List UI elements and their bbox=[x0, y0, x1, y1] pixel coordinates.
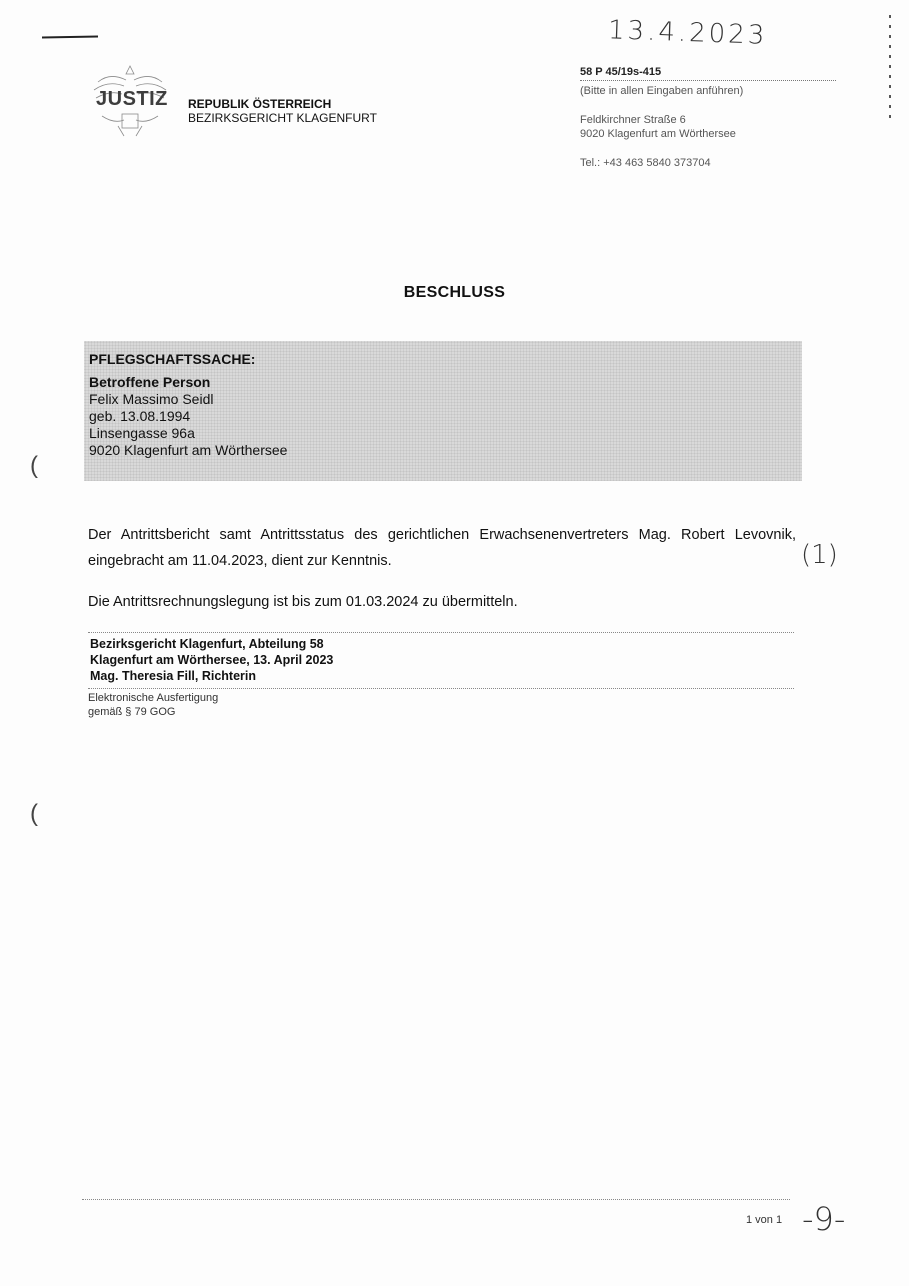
signature-line1: Bezirksgericht Klagenfurt, Abteilung 58 bbox=[90, 637, 324, 651]
handwritten-dash bbox=[42, 36, 98, 39]
decision-paragraph: Der Antrittsbericht samt Antrittsstatus des gerichtlichen Erwachsenenvertreters Mag. Robert Levovnik, eingebracht am 11.04.2023, dient zur Kenntnis. bbox=[88, 527, 796, 569]
subject-content bbox=[89, 351, 287, 459]
signature-rule-top bbox=[88, 632, 794, 633]
address-line1: Feldkirchner Straße 6 bbox=[580, 114, 686, 126]
justiz-logo bbox=[88, 62, 172, 140]
signature-rule-bottom bbox=[88, 688, 794, 689]
person-label: Betroffene Person bbox=[89, 374, 211, 390]
case-number-hint: (Bitte in allen Eingaben anführen) bbox=[580, 85, 744, 97]
margin-mark: ( bbox=[30, 452, 38, 479]
handwritten-page-number: -9- bbox=[802, 1200, 846, 1238]
reference-block bbox=[580, 66, 836, 169]
document-title: BESCHLUSS bbox=[403, 284, 506, 301]
signature-block bbox=[90, 636, 333, 684]
handwritten-number: (1) bbox=[801, 540, 838, 570]
signature-line3: Mag. Theresia Fill, Richterin bbox=[90, 669, 257, 683]
subject-heading: PFLEGSCHAFTSSACHE: bbox=[89, 351, 256, 367]
deadline-paragraph: Die Antrittsrechnungslegung ist bis zum 01.03.2024 zu übermitteln. bbox=[88, 594, 518, 610]
handwritten-date: 13.4.2023 bbox=[607, 15, 768, 51]
person-name: Felix Massimo Seidl bbox=[89, 391, 214, 407]
court-name-line1: REPUBLIK ÖSTERREICH bbox=[188, 97, 332, 111]
electronic-note-line1: Elektronische Ausfertigung bbox=[88, 692, 219, 704]
logo-text: JUSTIZ bbox=[96, 88, 168, 110]
court-phone: Tel.: +43 463 5840 373704 bbox=[580, 157, 711, 169]
subject-box bbox=[84, 341, 802, 481]
court-address bbox=[580, 113, 836, 141]
court-name-line2: BEZIRKSGERICHT KLAGENFURT bbox=[188, 111, 377, 125]
person-birth: geb. 13.08.1994 bbox=[89, 408, 191, 424]
margin-mark: ( bbox=[30, 800, 38, 827]
page-number: 1 von 1 bbox=[746, 1214, 783, 1226]
electronic-note-line2: gemäß § 79 GOG bbox=[88, 706, 176, 718]
case-number: 58 P 45/19s-415 bbox=[580, 66, 662, 78]
address-line2: 9020 Klagenfurt am Wörthersee bbox=[580, 128, 736, 140]
edge-scan-marks bbox=[889, 15, 891, 125]
court-name bbox=[188, 97, 377, 125]
footer-rule bbox=[82, 1199, 790, 1200]
electronic-copy-note bbox=[88, 691, 218, 719]
case-number-rule bbox=[580, 80, 836, 82]
person-city: 9020 Klagenfurt am Wörthersee bbox=[89, 442, 288, 458]
person-street: Linsengasse 96a bbox=[89, 425, 195, 441]
signature-line2: Klagenfurt am Wörthersee, 13. April 2023 bbox=[90, 653, 334, 667]
